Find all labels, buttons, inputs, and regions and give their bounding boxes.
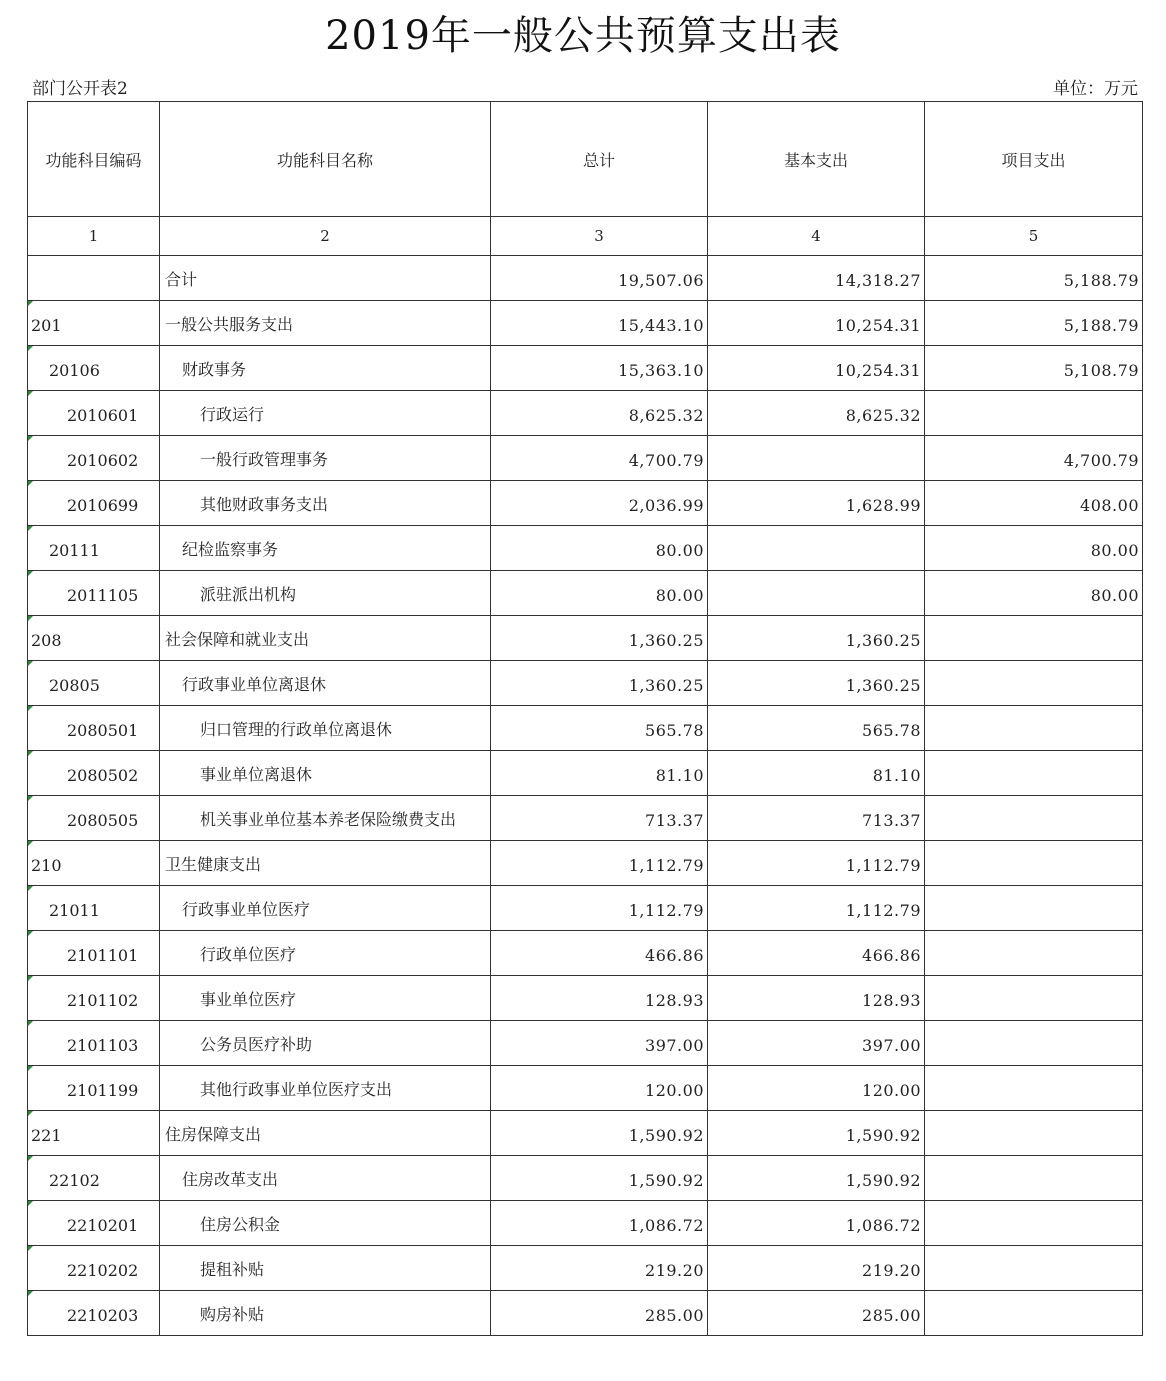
table-row: [28, 526, 1143, 571]
basic-expense-cell: 1,360.25: [708, 661, 925, 706]
header-total: 总计: [491, 102, 708, 217]
total-cell: 466.86: [491, 931, 708, 976]
basic-expense-cell: [708, 526, 925, 571]
name-cell: 行政事业单位医疗: [160, 886, 491, 931]
total-cell: 120.00: [491, 1066, 708, 1111]
cell-marker-icon: [28, 301, 33, 306]
project-expense-cell: [925, 706, 1143, 751]
total-cell: 2,036.99: [491, 481, 708, 526]
code-cell: [28, 436, 160, 481]
project-expense-cell: [925, 1201, 1143, 1246]
total-cell: 565.78: [491, 706, 708, 751]
code-text: 22102: [49, 1171, 100, 1190]
code-cell: [28, 976, 160, 1021]
cell-marker-icon: [28, 886, 33, 891]
header-basic: 基本支出: [708, 102, 925, 217]
code-text: 201: [31, 316, 62, 335]
project-expense-cell: 4,700.79: [925, 436, 1143, 481]
project-expense-cell: [925, 976, 1143, 1021]
project-expense-cell: [925, 391, 1143, 436]
basic-expense-cell: 1,360.25: [708, 616, 925, 661]
project-expense-cell: [925, 1156, 1143, 1201]
cell-marker-icon: [28, 931, 33, 936]
cell-marker-icon: [28, 1201, 33, 1206]
code-cell: [28, 706, 160, 751]
total-cell: 15,363.10: [491, 346, 708, 391]
table-row: [28, 616, 1143, 661]
project-expense-cell: [925, 751, 1143, 796]
table-row: [28, 1066, 1143, 1111]
code-cell: [28, 616, 160, 661]
basic-expense-cell: 10,254.31: [708, 346, 925, 391]
code-text: 2101102: [67, 991, 139, 1010]
name-cell: 一般公共服务支出: [160, 301, 491, 346]
table-row: [28, 931, 1143, 976]
project-expense-cell: 80.00: [925, 526, 1143, 571]
project-expense-cell: [925, 1291, 1143, 1336]
name-cell: 其他行政事业单位医疗支出: [160, 1066, 491, 1111]
total-code-cell: [28, 256, 160, 301]
code-cell: [28, 301, 160, 346]
basic-expense-cell: 1,112.79: [708, 841, 925, 886]
basic-expense-cell: 1,590.92: [708, 1156, 925, 1201]
code-cell: [28, 751, 160, 796]
name-cell: 住房改革支出: [160, 1156, 491, 1201]
project-expense-cell: 408.00: [925, 481, 1143, 526]
table-row: [28, 1201, 1143, 1246]
unit-label: 单位：万元: [1053, 79, 1138, 99]
cell-marker-icon: [28, 526, 33, 531]
code-text: 210: [31, 856, 62, 875]
basic-expense-cell: 1,628.99: [708, 481, 925, 526]
name-cell: 派驻派出机构: [160, 571, 491, 616]
basic-expense-cell: 8,625.32: [708, 391, 925, 436]
table-row: [28, 346, 1143, 391]
name-cell: 事业单位医疗: [160, 976, 491, 1021]
table-row: [28, 436, 1143, 481]
basic-expense-cell: 565.78: [708, 706, 925, 751]
project-expense-cell: [925, 1066, 1143, 1111]
total-amount-cell: 19,507.06: [491, 256, 708, 301]
code-text: 20805: [49, 676, 100, 695]
table-row: [28, 1246, 1143, 1291]
cell-marker-icon: [28, 391, 33, 396]
project-expense-cell: 80.00: [925, 571, 1143, 616]
code-cell: [28, 1111, 160, 1156]
code-cell: [28, 931, 160, 976]
header-name: 功能科目名称: [160, 102, 491, 217]
basic-expense-cell: 1,086.72: [708, 1201, 925, 1246]
total-cell: 128.93: [491, 976, 708, 1021]
code-cell: [28, 841, 160, 886]
cell-marker-icon: [28, 571, 33, 576]
project-expense-cell: 5,188.79: [925, 301, 1143, 346]
cell-marker-icon: [28, 436, 33, 441]
cell-marker-icon: [28, 346, 33, 351]
table-row: [28, 391, 1143, 436]
total-row: [28, 256, 1143, 301]
project-expense-cell: [925, 1021, 1143, 1066]
name-cell: 行政事业单位离退休: [160, 661, 491, 706]
total-cell: 1,360.25: [491, 661, 708, 706]
basic-expense-cell: 397.00: [708, 1021, 925, 1066]
basic-expense-cell: 81.10: [708, 751, 925, 796]
header-code: 功能科目编码: [28, 102, 160, 217]
table-row: [28, 886, 1143, 931]
project-expense-cell: [925, 886, 1143, 931]
name-cell: 纪检监察事务: [160, 526, 491, 571]
name-cell: 购房补贴: [160, 1291, 491, 1336]
project-expense-cell: [925, 1111, 1143, 1156]
table-row: [28, 301, 1143, 346]
project-expense-cell: [925, 661, 1143, 706]
basic-expense-cell: 219.20: [708, 1246, 925, 1291]
code-cell: [28, 1246, 160, 1291]
column-index: 5: [925, 217, 1143, 256]
total-cell: 80.00: [491, 571, 708, 616]
cell-marker-icon: [28, 1066, 33, 1071]
cell-marker-icon: [28, 706, 33, 711]
total-cell: 1,086.72: [491, 1201, 708, 1246]
total-cell: 15,443.10: [491, 301, 708, 346]
basic-expense-cell: [708, 571, 925, 616]
code-text: 2210203: [67, 1306, 139, 1325]
total-cell: 397.00: [491, 1021, 708, 1066]
table-row: [28, 841, 1143, 886]
code-cell: [28, 481, 160, 526]
code-text: 2010699: [67, 496, 139, 515]
total-cell: 1,112.79: [491, 886, 708, 931]
column-index: 4: [708, 217, 925, 256]
code-cell: [28, 1291, 160, 1336]
table-row: [28, 571, 1143, 616]
column-index-row: [28, 217, 1143, 256]
name-cell: 一般行政管理事务: [160, 436, 491, 481]
total-cell: 4,700.79: [491, 436, 708, 481]
code-text: 208: [31, 631, 62, 650]
table-row: [28, 796, 1143, 841]
code-text: 21011: [49, 901, 100, 920]
table-row: [28, 751, 1143, 796]
total-cell: 1,590.92: [491, 1111, 708, 1156]
cell-marker-icon: [28, 841, 33, 846]
total-cell: 8,625.32: [491, 391, 708, 436]
basic-expense-cell: 128.93: [708, 976, 925, 1021]
cell-marker-icon: [28, 1111, 33, 1116]
name-cell: 行政单位医疗: [160, 931, 491, 976]
name-cell: 其他财政事务支出: [160, 481, 491, 526]
code-cell: [28, 886, 160, 931]
total-cell: 1,360.25: [491, 616, 708, 661]
cell-marker-icon: [28, 616, 33, 621]
header-row: [28, 102, 1143, 217]
name-cell: 事业单位离退休: [160, 751, 491, 796]
table-row: [28, 1111, 1143, 1156]
name-cell: 机关事业单位基本养老保险缴费支出: [160, 796, 491, 841]
code-text: 2101103: [67, 1036, 139, 1055]
basic-expense-cell: 1,112.79: [708, 886, 925, 931]
name-cell: 提租补贴: [160, 1246, 491, 1291]
cell-marker-icon: [28, 1156, 33, 1161]
project-expense-cell: [925, 1246, 1143, 1291]
basic-expense-cell: [708, 436, 925, 481]
table-row: [28, 1156, 1143, 1201]
total-cell: 219.20: [491, 1246, 708, 1291]
table-number-label: 部门公开表2: [32, 79, 128, 99]
cell-marker-icon: [28, 481, 33, 486]
table-row: [28, 661, 1143, 706]
name-cell: 归口管理的行政单位离退休: [160, 706, 491, 751]
cell-marker-icon: [28, 796, 33, 801]
total-project-cell: 5,188.79: [925, 256, 1143, 301]
code-text: 2080505: [67, 811, 139, 830]
code-cell: [28, 526, 160, 571]
basic-expense-cell: 713.37: [708, 796, 925, 841]
project-expense-cell: [925, 616, 1143, 661]
project-expense-cell: [925, 796, 1143, 841]
project-expense-cell: [925, 931, 1143, 976]
code-cell: [28, 1201, 160, 1246]
name-cell: 住房保障支出: [160, 1111, 491, 1156]
code-text: 2101199: [67, 1081, 139, 1100]
cell-marker-icon: [28, 751, 33, 756]
budget-table: [27, 101, 1143, 1336]
table-row: [28, 706, 1143, 751]
table-row: [28, 976, 1143, 1021]
header-project: 项目支出: [925, 102, 1143, 217]
basic-expense-cell: 285.00: [708, 1291, 925, 1336]
total-cell: 713.37: [491, 796, 708, 841]
cell-marker-icon: [28, 1291, 33, 1296]
name-cell: 卫生健康支出: [160, 841, 491, 886]
cell-marker-icon: [28, 1021, 33, 1026]
basic-expense-cell: 120.00: [708, 1066, 925, 1111]
cell-marker-icon: [28, 661, 33, 666]
name-cell: 财政事务: [160, 346, 491, 391]
code-text: 2080502: [67, 766, 139, 785]
total-cell: 285.00: [491, 1291, 708, 1336]
page-title: 2019年一般公共预算支出表: [325, 13, 841, 59]
basic-expense-cell: 10,254.31: [708, 301, 925, 346]
code-text: 2010601: [67, 406, 139, 425]
table-row: [28, 481, 1143, 526]
total-cell: 81.10: [491, 751, 708, 796]
code-cell: [28, 796, 160, 841]
name-cell: 社会保障和就业支出: [160, 616, 491, 661]
code-cell: [28, 661, 160, 706]
code-text: 221: [31, 1126, 62, 1145]
code-cell: [28, 1021, 160, 1066]
code-cell: [28, 571, 160, 616]
code-text: 2010602: [67, 451, 139, 470]
total-name-cell: 合计: [160, 256, 491, 301]
total-basic-cell: 14,318.27: [708, 256, 925, 301]
project-expense-cell: [925, 841, 1143, 886]
total-cell: 80.00: [491, 526, 708, 571]
code-text: 2210201: [67, 1216, 139, 1235]
total-cell: 1,112.79: [491, 841, 708, 886]
code-cell: [28, 1156, 160, 1201]
name-cell: 住房公积金: [160, 1201, 491, 1246]
table-row: [28, 1021, 1143, 1066]
name-cell: 公务员医疗补助: [160, 1021, 491, 1066]
code-cell: [28, 346, 160, 391]
code-cell: [28, 1066, 160, 1111]
name-cell: 行政运行: [160, 391, 491, 436]
table-row: [28, 1291, 1143, 1336]
cell-marker-icon: [28, 1246, 33, 1251]
column-index: 3: [491, 217, 708, 256]
code-text: 20106: [49, 361, 100, 380]
code-cell: [28, 391, 160, 436]
total-cell: 1,590.92: [491, 1156, 708, 1201]
code-text: 2011105: [67, 586, 139, 605]
code-text: 2101101: [67, 946, 139, 965]
column-index: 1: [28, 217, 160, 256]
project-expense-cell: 5,108.79: [925, 346, 1143, 391]
basic-expense-cell: 466.86: [708, 931, 925, 976]
code-text: 2080501: [67, 721, 139, 740]
column-index: 2: [160, 217, 491, 256]
code-text: 2210202: [67, 1261, 139, 1280]
code-text: 20111: [49, 541, 100, 560]
cell-marker-icon: [28, 976, 33, 981]
basic-expense-cell: 1,590.92: [708, 1111, 925, 1156]
